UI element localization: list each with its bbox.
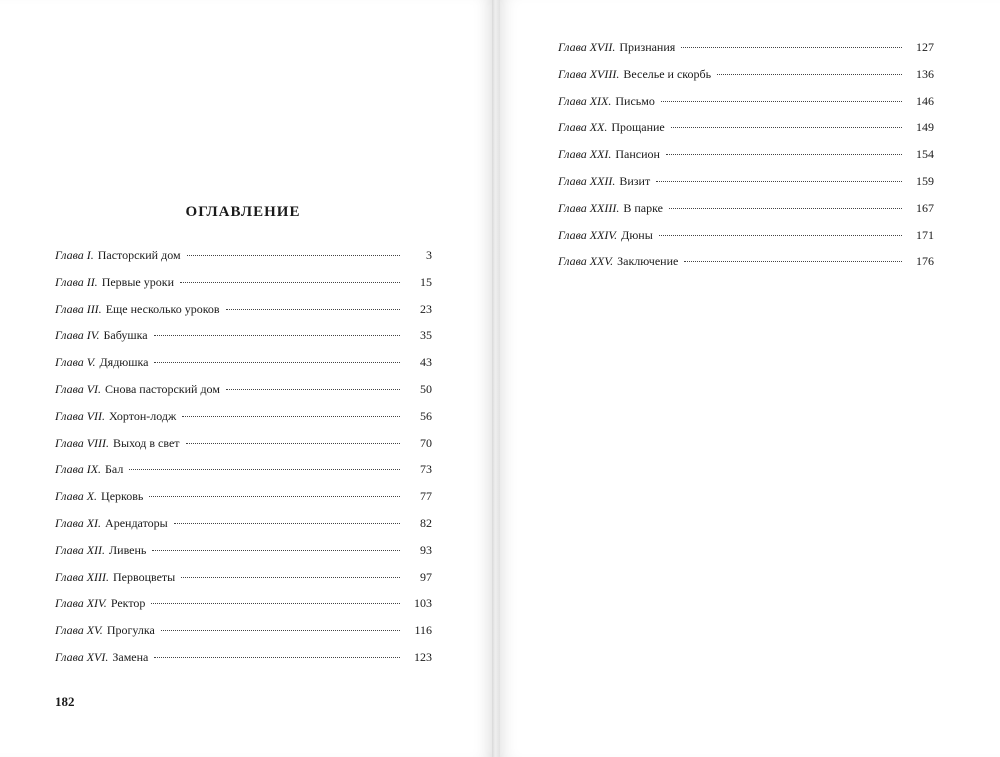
chapter-title: Бал xyxy=(105,462,124,477)
chapter-label: Глава I. xyxy=(55,248,94,262)
chapter-title: Ливень xyxy=(109,542,147,557)
chapter-title: Прогулка xyxy=(106,623,155,638)
dot-leader xyxy=(671,127,902,128)
chapter-page-number: 146 xyxy=(916,93,934,108)
dot-leader xyxy=(226,389,400,390)
dot-leader xyxy=(681,47,902,48)
chapter-title: Бабушка xyxy=(103,328,148,343)
toc-entry xyxy=(55,570,432,597)
chapter-title: Визит xyxy=(619,173,651,188)
chapter-page-number: 93 xyxy=(420,542,432,557)
chapter-label: Глава XVIII. xyxy=(558,66,620,81)
chapter-title: Выход в свет xyxy=(113,435,180,450)
chapter-page-number: 56 xyxy=(420,408,432,423)
dot-leader xyxy=(151,603,400,604)
toc-entry xyxy=(55,650,432,677)
chapter-page-number: 43 xyxy=(420,355,432,370)
chapter-label: Глава XV. xyxy=(55,623,103,638)
dot-leader xyxy=(154,362,400,363)
dot-leader xyxy=(154,335,400,336)
chapter-label: Глава XXV. xyxy=(558,254,614,269)
chapter-title: Ректор xyxy=(110,596,146,611)
chapter-page-number: 136 xyxy=(916,66,934,81)
chapter-label: Глава VI. xyxy=(55,381,102,396)
dot-leader xyxy=(181,577,400,578)
chapter-title: Прощание xyxy=(611,120,665,135)
toc-entry xyxy=(55,623,432,650)
chapter-label: Глава XVII. xyxy=(558,40,616,54)
toc-entry xyxy=(55,409,432,436)
chapter-label: Глава XIII. xyxy=(55,569,110,584)
toc-entry xyxy=(55,436,432,463)
toc-entry xyxy=(55,543,432,570)
dot-leader xyxy=(684,261,902,262)
chapter-page-number: 50 xyxy=(420,381,432,396)
toc-entry xyxy=(55,248,432,275)
toc-entry xyxy=(55,275,432,302)
dot-leader xyxy=(154,657,400,658)
toc-entry xyxy=(558,147,934,174)
chapter-title: Первоцветы xyxy=(113,569,176,584)
toc-entry xyxy=(558,201,934,228)
toc-title: ОГЛАВЛЕНИЕ xyxy=(185,204,301,220)
chapter-label: Глава XVI. xyxy=(55,649,109,664)
chapter-page-number: 171 xyxy=(916,227,934,242)
chapter-page-number: 97 xyxy=(420,569,432,584)
dot-leader xyxy=(187,255,400,256)
chapter-page-number: 167 xyxy=(916,200,934,215)
chapter-title: Замена xyxy=(112,649,149,664)
toc-entry xyxy=(558,67,934,94)
chapter-label: Глава V. xyxy=(55,355,96,370)
dot-leader xyxy=(161,630,400,631)
chapter-page-number: 73 xyxy=(420,462,432,477)
chapter-page-number: 103 xyxy=(414,596,432,611)
chapter-label: Глава XXIV. xyxy=(558,227,618,242)
dot-leader xyxy=(174,523,400,524)
dot-leader xyxy=(717,74,902,75)
chapter-page-number: 23 xyxy=(420,301,432,316)
chapter-page-number: 154 xyxy=(916,147,934,162)
toc-entry xyxy=(558,254,934,281)
chapter-label: Глава II. xyxy=(55,274,98,289)
dot-leader xyxy=(669,208,902,209)
toc-entry xyxy=(55,462,432,489)
page-number: 182 xyxy=(55,694,75,709)
chapter-page-number: 116 xyxy=(414,623,432,638)
dot-leader xyxy=(661,101,902,102)
chapter-title: Церковь xyxy=(101,489,144,504)
chapter-label: Глава XI. xyxy=(55,515,102,530)
chapter-title: Снова пасторский дом xyxy=(105,381,220,396)
toc-entry xyxy=(55,328,432,355)
chapter-page-number: 70 xyxy=(420,435,432,450)
chapter-label: Глава XXIII. xyxy=(558,200,620,215)
chapter-title: Письмо xyxy=(615,93,655,108)
toc-entry xyxy=(558,228,934,255)
dot-leader xyxy=(186,443,400,444)
toc-entry xyxy=(558,174,934,201)
dot-leader xyxy=(182,416,400,417)
chapter-title: В парке xyxy=(623,200,663,215)
chapter-title: Дядюшка xyxy=(99,355,149,370)
toc-list-right xyxy=(558,40,934,281)
toc-entry xyxy=(55,355,432,382)
chapter-title: Дюны xyxy=(621,227,653,242)
toc-list-left xyxy=(55,248,432,677)
chapter-label: Глава XII. xyxy=(55,542,106,557)
dot-leader xyxy=(226,309,400,310)
chapter-page-number: 3 xyxy=(426,248,432,262)
chapter-label: Глава X. xyxy=(55,489,98,504)
toc-entry xyxy=(55,382,432,409)
chapter-title: Пансион xyxy=(615,147,660,162)
chapter-label: Глава IV. xyxy=(55,328,100,343)
toc-entry xyxy=(558,120,934,147)
left-page xyxy=(0,0,492,757)
dot-leader xyxy=(129,469,400,470)
chapter-label: Глава XXII. xyxy=(558,173,616,188)
chapter-title: Заключение xyxy=(617,254,679,269)
chapter-title: Еще несколько уроков xyxy=(105,301,220,316)
chapter-title: Признания xyxy=(619,40,676,54)
chapter-label: Глава IX. xyxy=(55,462,102,477)
right-page xyxy=(500,0,1000,757)
dot-leader xyxy=(656,181,902,182)
chapter-page-number: 35 xyxy=(420,328,432,343)
chapter-page-number: 77 xyxy=(420,489,432,504)
dot-leader xyxy=(152,550,400,551)
chapter-title: Первые уроки xyxy=(101,274,174,289)
chapter-label: Глава III. xyxy=(55,301,102,316)
chapter-page-number: 82 xyxy=(420,515,432,530)
chapter-label: Глава XIV. xyxy=(55,596,107,611)
chapter-title: Арендаторы xyxy=(105,515,168,530)
dot-leader xyxy=(659,235,902,236)
dot-leader xyxy=(149,496,400,497)
toc-entry xyxy=(55,516,432,543)
chapter-label: Глава VII. xyxy=(55,408,106,423)
toc-entry xyxy=(558,94,934,121)
chapter-page-number: 159 xyxy=(916,173,934,188)
chapter-label: Глава XXI. xyxy=(558,147,612,162)
chapter-label: Глава XIX. xyxy=(558,93,612,108)
chapter-label: Глава VIII. xyxy=(55,435,110,450)
chapter-title: Пасторский дом xyxy=(97,248,181,262)
toc-entry xyxy=(55,489,432,516)
chapter-page-number: 123 xyxy=(414,649,432,664)
toc-entry xyxy=(55,302,432,329)
dot-leader xyxy=(180,282,400,283)
chapter-title: Веселье и скорбь xyxy=(623,66,712,81)
dot-leader xyxy=(666,154,902,155)
chapter-page-number: 176 xyxy=(916,254,934,269)
chapter-page-number: 127 xyxy=(916,40,934,54)
toc-entry xyxy=(558,40,934,67)
chapter-label: Глава XX. xyxy=(558,120,608,135)
chapter-title: Хортон-лодж xyxy=(109,408,177,423)
chapter-page-number: 15 xyxy=(420,274,432,289)
toc-entry xyxy=(55,596,432,623)
chapter-page-number: 149 xyxy=(916,120,934,135)
book-gutter xyxy=(492,0,500,757)
